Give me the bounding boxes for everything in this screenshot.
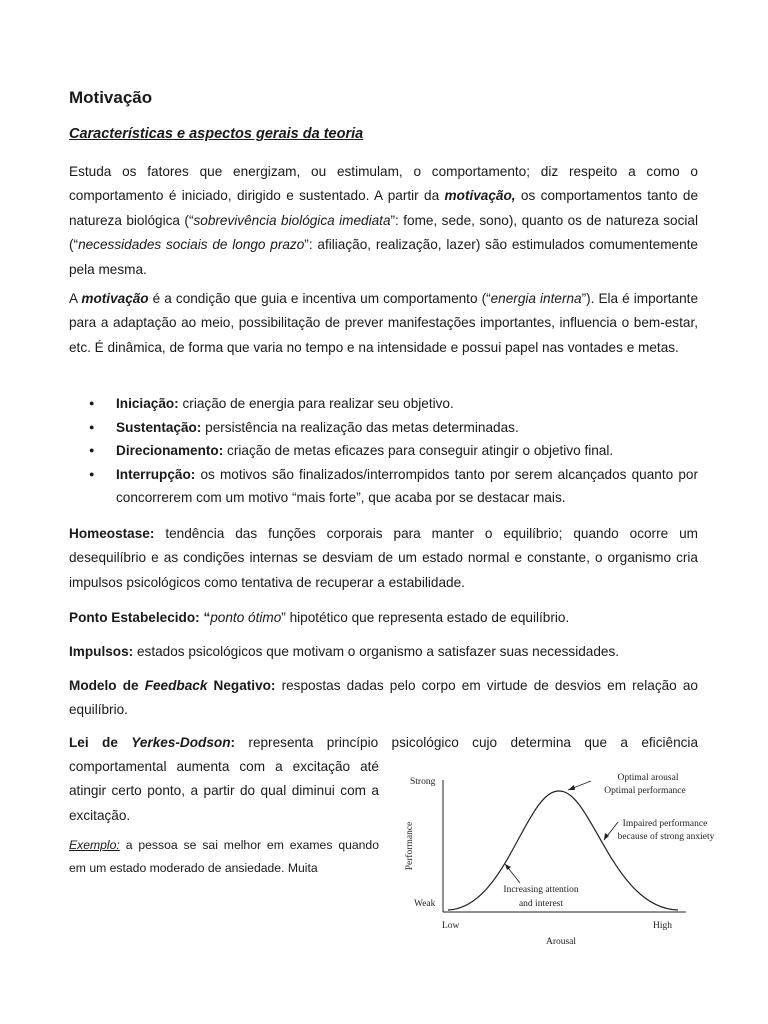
paragraph-intro: Estuda os fatores que energizam, ou estimulam, o comportamento; diz respeito a como o comportamento é iniciado, dirigido e sustentado. A partir da motivação, os comportamentos tanto de natureza biológica (“sobrevivência biológica imediata”: fome, sede, sono), quanto os de natureza social (“necessidades sociais de longo prazo”: afiliação, realização, lazer) são estimulados comumentemente pela mesma. [69,164,699,277]
paragraph-motivation: A motivação é a condição que guia e incentiva um comportamento (“energia interna”). Ela é importante para a adaptação ao meio, possibilitação de prever manifestações importantes, influencia o bem-estar, etc. É dinâmica, de forma que varia no tempo e na intensidade e possui papel nas vontades e metas. [69,291,699,355]
page-title: Motivação [69,88,153,107]
annotation-left-1: Increasing attention [503,885,579,895]
arrow-peak-head [568,785,575,790]
arrow-left-head [505,864,511,870]
list-item: ● Sustentação: persistência na realização das metas determinadas. [69,416,698,440]
annotation-left-2: and interest [518,899,564,909]
paragraph-feedback: Modelo de Feedback Negativo: respostas dadas pelo corpo em virtude de desvios em relação ao equilíbrio. [69,678,698,718]
y-axis-label: Performance [405,821,415,871]
bullet-list [69,392,698,510]
annotation-right-1: Impaired performance [622,819,708,829]
paragraph-exemplo: Exemplo: a pessoa se sai melhor em exames quando em um estado moderado de ansiedade. Muita [69,838,379,875]
yerkes-dodson-svg [396,760,736,950]
list-item: ● Direcionamento: criação de metas eficazes para conseguir atingir o objetivo final. [69,439,698,463]
label-high: High [653,921,672,931]
paragraph-impulsos: Impulsos: estados psicológicos que motivam o organismo a satisfazer suas necessidades. [69,644,620,659]
paragraph-homeostase: Homeostase: tendência das funções corporais para manter o equilíbrio; quando ocorre um desequilíbrio e as condições internas se desviam de um estado normal e constante, o organismo cria impulsos psicológicos como tentativa de recuperar a estabilidade. [69,526,698,590]
annotation-peak-1: Optimal arousal [617,773,679,783]
x-axis-label: Arousal [545,937,577,947]
label-strong: Strong [410,777,436,787]
annotation-peak-2: Optimal performance [604,786,686,796]
paragraph-ponto-estabelecido: Ponto Estabelecido: “ponto ótimo” hipotético que representa estado de equilíbrio. [69,610,570,625]
section-subtitle: Características e aspectos gerais da teoria [69,126,364,142]
paragraph-yerkes-body: comportamental aumenta com a excitação até atingir certo ponto, a partir do qual diminui com a excitação. [69,759,379,823]
yerkes-dodson-graph [396,760,736,950]
label-low: Low [442,921,460,931]
list-item: ● Iniciação: criação de energia para realizar seu objetivo. [69,392,698,416]
annotation-right-2: because of strong anxiety [617,832,715,842]
list-item: ● Interrupção: os motivos são finalizados/interrompidos tanto por serem alcançados quanto por concorrerem com um motivo “mais forte”, que acaba por se destacar mais. [69,463,698,510]
paragraph-yerkes-heading: Lei de Yerkes-Dodson: representa princípio psicológico cujo determina que a eficiência [69,735,699,750]
label-weak: Weak [414,899,436,909]
